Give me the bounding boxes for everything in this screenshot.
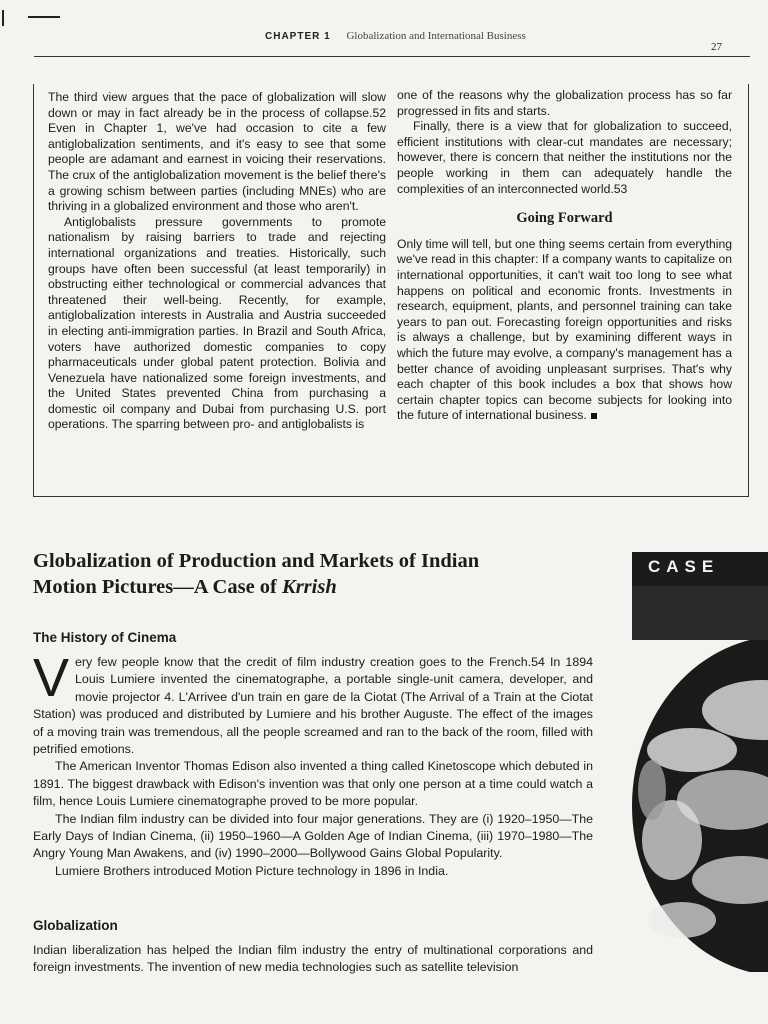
history-section — [33, 648, 593, 880]
box-left-column — [48, 90, 386, 433]
going-forward-paragraph — [397, 237, 732, 424]
case-title — [33, 548, 593, 600]
going-forward-heading: Going Forward — [516, 210, 613, 227]
globalization-section — [33, 942, 593, 977]
chapter-title: Globalization and International Business — [346, 30, 526, 42]
drop-cap: V — [33, 648, 70, 708]
case-title-prefix: Motion Pictures—A Case of — [33, 576, 283, 598]
earth-photo-icon — [632, 640, 768, 972]
case-title-italic: Krrish — [282, 576, 337, 598]
box-paragraph: The third view argues that the pace of globalization will slow down or may in fact already be in the process of collapse.52 Even in Chapter 1, we've had occasion to cite a few antiglobalization sentiments, and it's easy to see that some people are adamant and earnest in voicing their reservations. The crux of the antiglobalization movement is the belief there's a growing schism between parties (including MNEs) who are thriving in a globalized environment and those who aren't. — [48, 90, 386, 214]
box-paragraph: Finally, there is a view that for globalization to succeed, efficient institutions with clear-cut mandates are necessary; however, there is concern that neither the institutions nor the people working in them can adequately handle the complexities of an interconnected world.53 — [397, 119, 732, 196]
corner-crop-mark — [2, 10, 10, 26]
corner-dash-mark — [28, 16, 60, 18]
case-title-line-1: Globalization of Production and Markets of Indian — [33, 550, 480, 572]
page-number: 27 — [711, 41, 722, 53]
globalization-heading: Globalization — [33, 918, 118, 933]
history-paragraph: Lumiere Brothers introduced Motion Picture technology in 1896 in India. — [55, 863, 449, 878]
box-paragraph: one of the reasons why the globalization process has so far progressed in fits and starts. — [397, 88, 732, 118]
history-paragraph: The American Inventor Thomas Edison also invented a thing called Kinetoscope which debuted in 1891. The biggest drawback with Edison's invention was that only one person at a time could watch a film, hence Louis Lumiere cinematographe proved to be more popular. — [33, 759, 593, 809]
case-tag-strip — [632, 586, 768, 646]
case-tag: CASE — [632, 552, 768, 586]
chapter-label: CHAPTER 1 — [265, 31, 331, 42]
history-text: ery few people know that the credit of film industry creation goes to the French.54 In 1894 Louis Lumiere invented the cinematographe, a portable single-unit camera, developer, and movie projector 4. L'Arrivee d'un train en gare de la Ciotat (The Arrival of a Train at the Ciotat Station) was produced and distributed by Lumiere and his brother Auguste. The effect of the images of a moving train was tremendous, all the people screamed and ran to the back of the room, filled with petrified emotions. — [33, 655, 593, 757]
box-paragraph: Antiglobalists pressure governments to promote nationalism by raising barriers to trade and rejecting international organizations and treaties. Historically, such groups have often been successful (at least temporarily) in obstructing either technological or commercial advances that threatened their well-being. Recently, for example, antiglobalization interests in Australia and Austria succeeded in electing anti-immigration parties. In Brazil and South Africa, voters have authorized domestic companies to copy pharmaceuticals under global patent protection. Bolivia and Venezuela have nationalized some foreign investments, and the United States prevented China from purchasing a domestic oil company and Dubai from purchasing U.S. port operations. The sparring between pro- and antiglobalists is — [48, 214, 386, 432]
history-paragraph — [33, 648, 593, 758]
box-right-column — [397, 88, 732, 424]
header-rule — [34, 56, 750, 57]
end-of-box-square-icon — [591, 413, 597, 419]
globalization-paragraph: Indian liberalization has helped the Indian film industry the entry of multinational corporations and foreign investments. The invention of new media technologies such as satellite television — [33, 943, 593, 975]
history-heading: The History of Cinema — [33, 630, 177, 645]
going-forward-text: Only time will tell, but one thing seems certain from everything we've read in this chapter: If a company wants to capitalize on international opportunities, it can't wait too long to see what happens on political and economic fronts. Investments in research, equipment, plants, and personnel training can take years to pan out. Forecasting foreign opportunities and risks is always a challenge, but by examining different ways in which the future may evolve, a company's management has a better chance of avoiding unpleasant surprises. That's why each chapter of this book includes a box that shows how certain chapter topics can become subjects for looking into the future of international business. — [397, 236, 732, 423]
history-paragraph: The Indian film industry can be divided into four major generations. They are (i) 1920–1950—The Early Days of Indian Cinema, (ii) 1950–1960—A Golden Age of Indian Cinema, (iii) 1970–1980—The Angry Young Man Awakens, and (iv) 1990–2000—Bollywood Gains Global Popularity. — [33, 811, 593, 861]
case-title-line-2 — [33, 574, 593, 600]
future-scenarios-box — [33, 84, 749, 497]
running-head — [265, 30, 526, 42]
